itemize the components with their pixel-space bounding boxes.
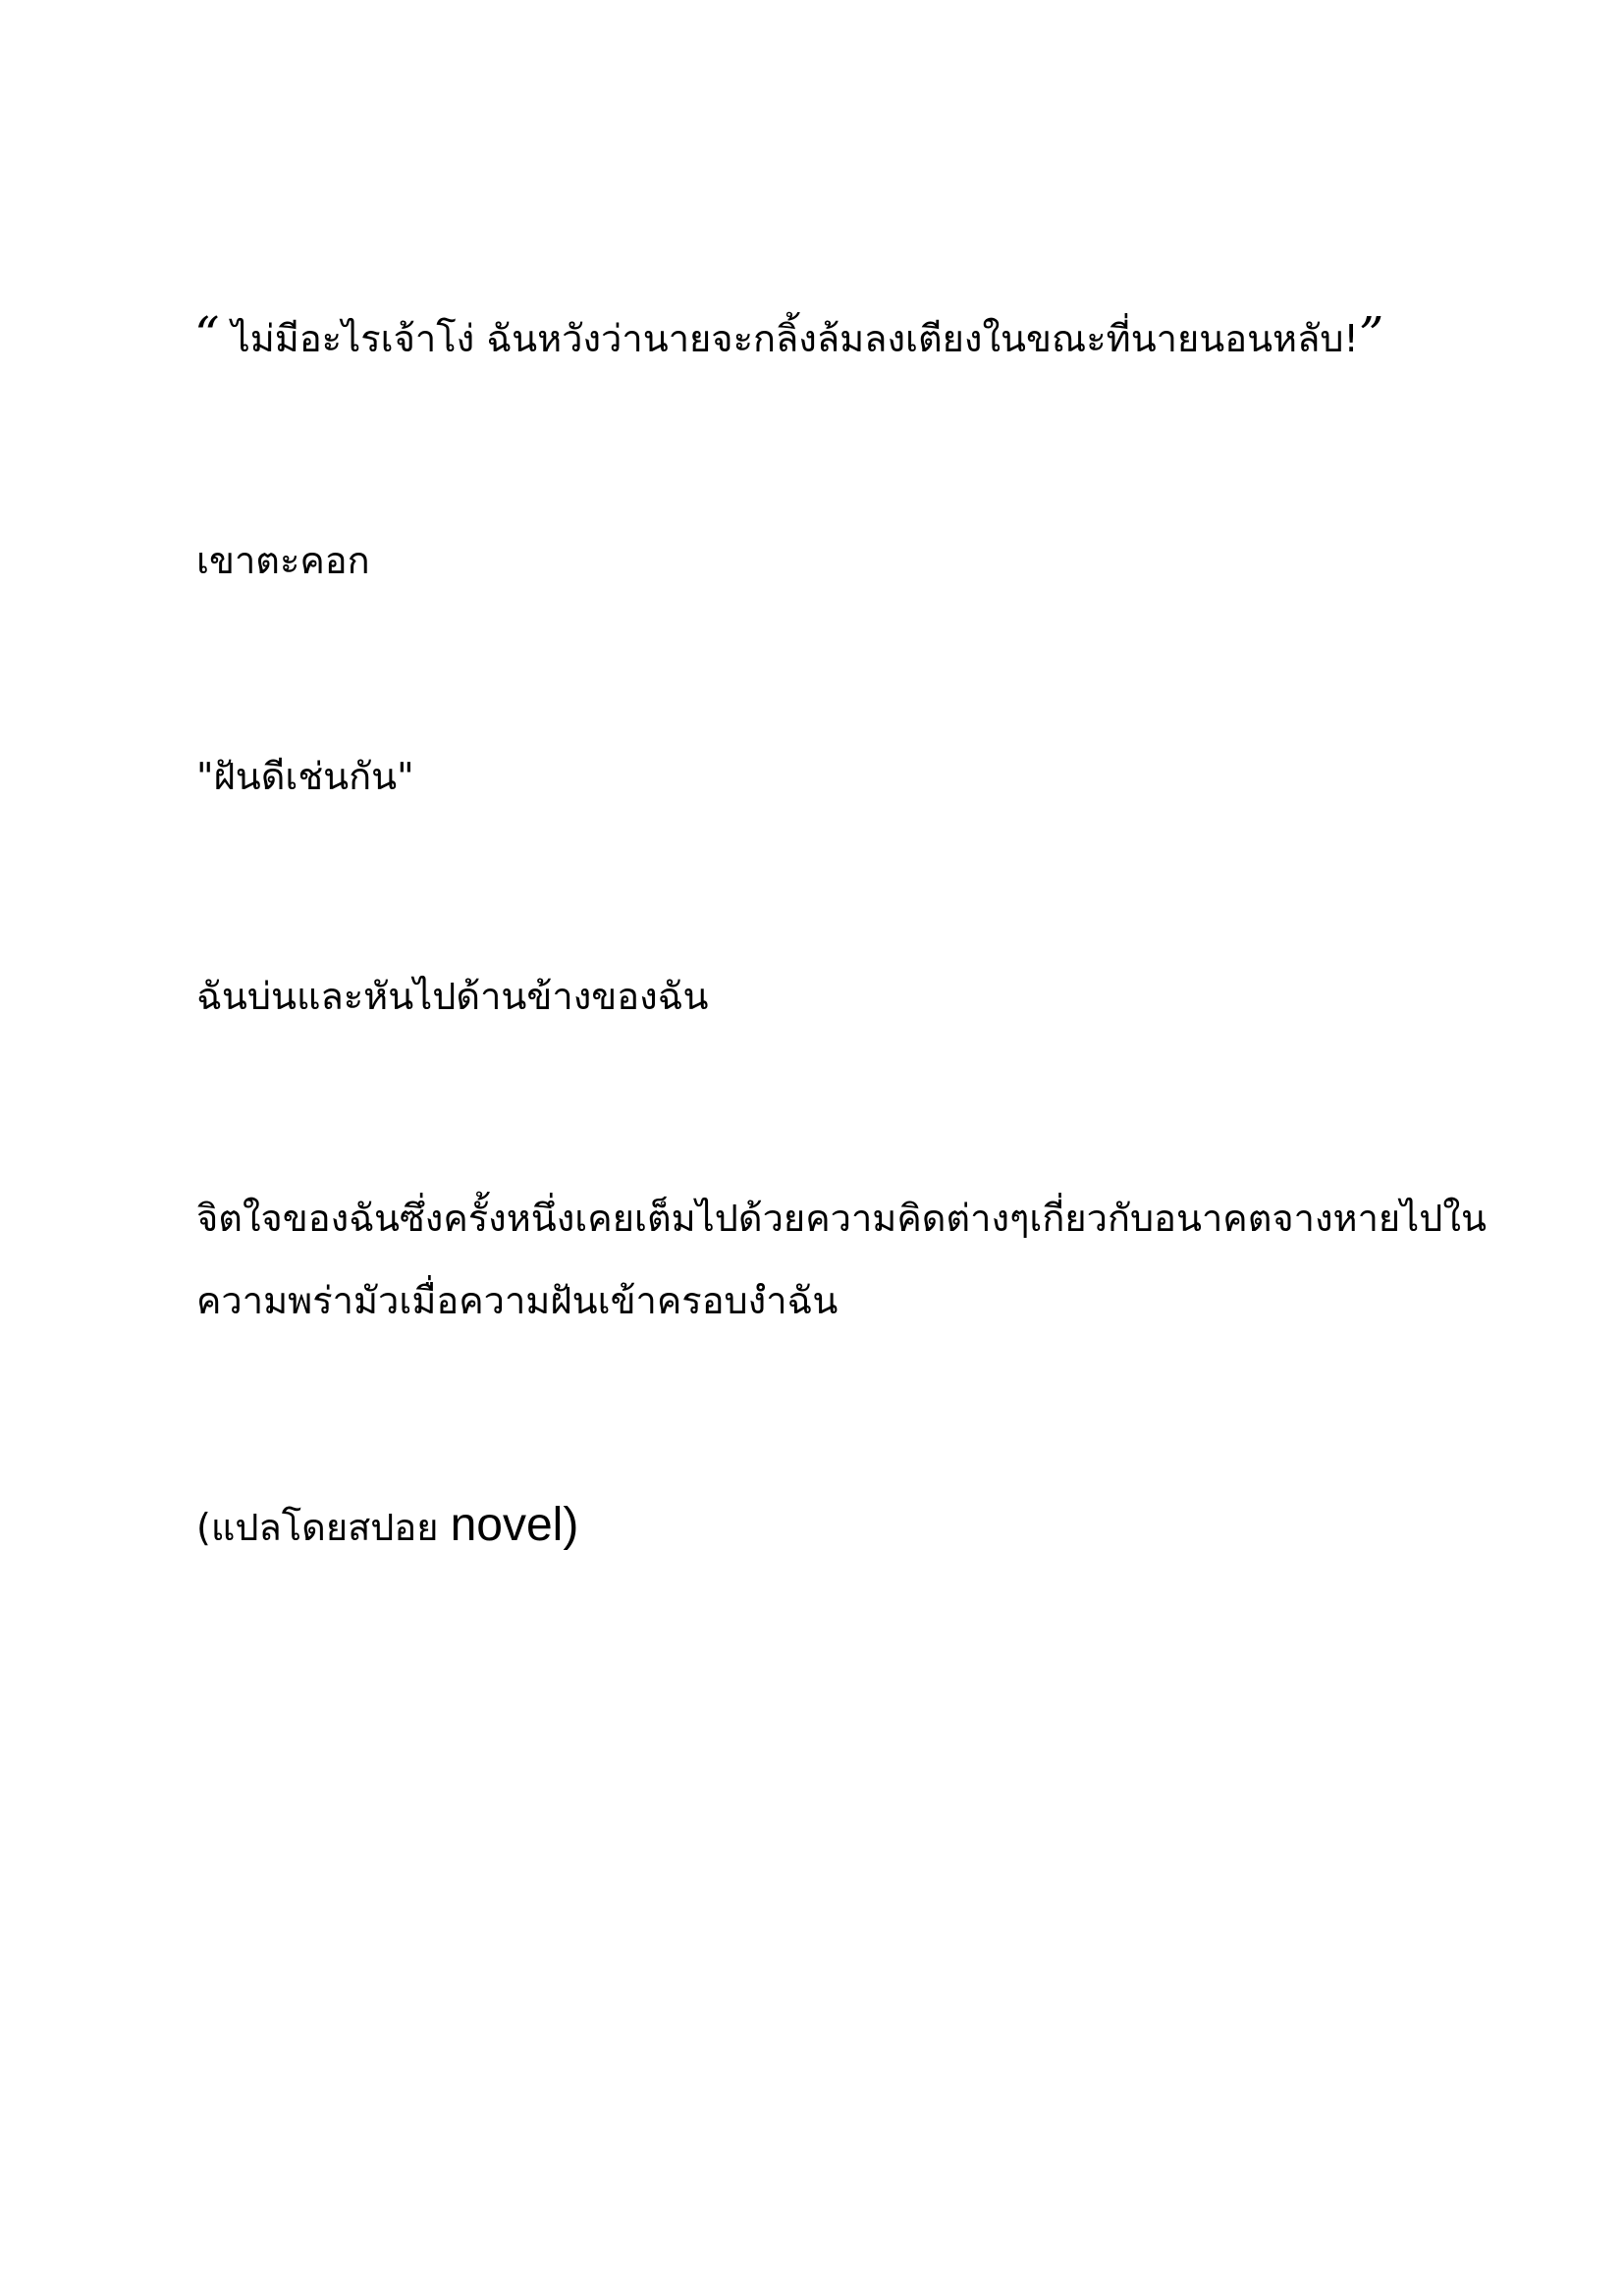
narration-paragraph-1: เขาตะคอก <box>196 539 370 582</box>
credit-novel: novel) <box>450 1499 579 1551</box>
narration-paragraph-3-line-1: จิตใจของฉันซึ่งครั้งหนึ่งเคยเต็มไปด้วยความคิดต่างๆเกี่ยวกับอนาคตจางหายไปใน <box>196 1197 1487 1240</box>
narration-paragraph-3-line-2: ความพร่ามัวเมื่อความฝันเข้าครอบงำฉัน <box>196 1279 839 1322</box>
credit-prefix: (แปลโดยสปอย <box>196 1506 451 1549</box>
dialogue-paragraph-1 <box>194 306 1384 363</box>
narration-paragraph-2: ฉันบ่นและหันไปด้านข้างของฉัน <box>196 975 709 1018</box>
dialogue-text: ไม่มีอะไรเจ้าโง่ ฉันหวังว่านายจะกลิ้งล้มลงเตียงในขณะที่นายนอนหลับ! <box>219 317 1359 360</box>
close-quote: ” <box>1358 306 1384 363</box>
open-quote: “ <box>194 306 220 363</box>
dialogue-paragraph-2: "ฝันดีเช่นกัน" <box>196 755 414 798</box>
translator-credit <box>196 1499 579 1551</box>
